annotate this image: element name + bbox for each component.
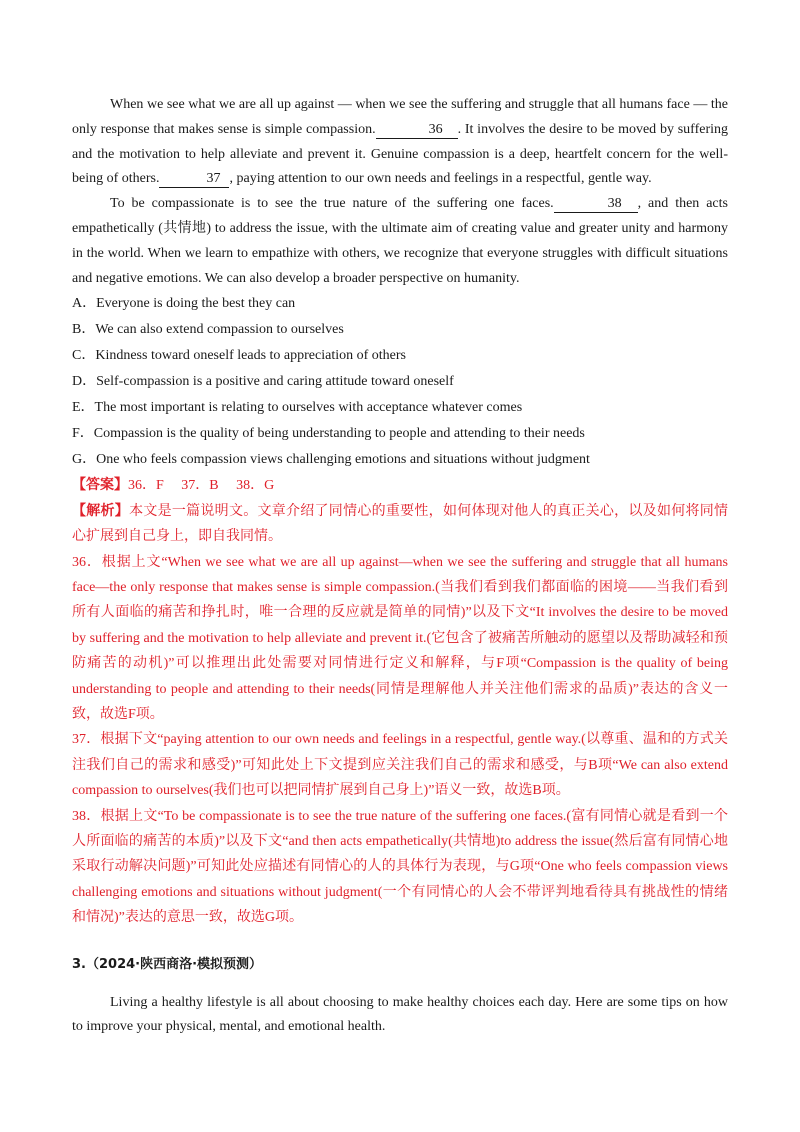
analysis-item-37: 37．根据下文“paying attention to our own needs and feelings in a respectful, gentle way.(以尊重、温和的方式关注我们自己的需求和感受)”可知此处上下文提到应关注我们自己的需求和感受，与B项“We can also extend compassion to ourselves(我们也可以把同情扩展到自己身上)”语义一致，故选B项。	[72, 732, 728, 799]
options-list	[72, 291, 728, 473]
option-b: B．We can also extend compassion to ourselves	[72, 322, 344, 338]
answer-line	[72, 473, 728, 498]
question-3-heading-text: 3.（2024·陕西商洛·模拟预测）	[72, 956, 263, 972]
answer-text: 36．F 37．B 38．G	[128, 478, 275, 494]
passage-paragraph-2	[72, 192, 728, 291]
question-3-passage: Living a healthy lifestyle is all about choosing to make healthy choices each day. Here are some tips on how to improve your physical, mental, and emotional health.	[72, 994, 728, 1035]
option-e: E．The most important is relating to ourselves with acceptance whatever comes	[72, 400, 523, 416]
passage-paragraph-1	[72, 93, 728, 192]
blank-38: 38	[554, 195, 638, 213]
question-3-heading	[72, 953, 728, 977]
blank-36: 36	[376, 121, 458, 139]
document-page	[72, 93, 728, 1040]
passage-text: When we see what we are all up against — when we see the suffering and struggle that all humans face — the only response that makes sense is simple compassion.	[72, 97, 728, 137]
option-d: D．Self-compassion is a positive and caring attitude toward oneself	[72, 374, 454, 390]
analysis-summary	[72, 499, 728, 550]
analysis-item-36: 36．根据上文“When we see what we are all up against—when we see the suffering and struggle that all humans face—the only response that makes sense is simple compassion.(当我们看到我们都面临的困境——当我们看到所有人面临的痛苦和挣扎时，唯一合理的反应就是简单的同情)”以及下文“It involves the desire to be moved by suffering and the motivation to help alleviate and prevent it.(它包含了被痛苦所触动的愿望以及帮助减轻和预防痛苦的动机)”可以推理出此处需要对同情进行定义和解释，与F项“Compassion is the quality of being understanding to people and attending to their needs(同情是理解他人并关注他们需求的品质)”表达的含义一致，故选F项。	[72, 554, 728, 723]
passage-text: , and then acts empathetically (共情地) to address the issue, with the ultimate aim of creating value and greater unity and harmony in the world. When we learn to empathize with others, we recognize that everyone struggles with difficult situations and negative emotions. We can also develop a broader perspective on humanity.	[72, 196, 728, 286]
blank-37: 37	[159, 170, 229, 188]
option-a: A．Everyone is doing the best they can	[72, 296, 296, 312]
answer-label: 【答案】	[72, 478, 128, 494]
option-g: G．One who feels compassion views challenging emotions and situations without judgment	[72, 452, 590, 468]
passage-text: . It involves the desire to be moved by suffering and the motivation to help alleviate and prevent it. Genuine compassion is a deep, heartfelt concern for the well-being of others.	[72, 121, 728, 187]
option-c: C．Kindness toward oneself leads to appreciation of others	[72, 348, 406, 364]
passage-text: To be compassionate is to see the true nature of the suffering one faces.	[110, 196, 554, 212]
analysis-label: 【解析】	[72, 503, 130, 519]
analysis-text: 本文是一篇说明文。文章介绍了同情心的重要性，如何体现对他人的真正关心，以及如何将同情心扩展到自己身上，即自我同情。	[72, 503, 729, 545]
analysis-item-38: 38．根据上文“To be compassionate is to see the true nature of the suffering one faces.(富有同情心就是看到一个人所面临的痛苦的本质)”以及下文“and then acts empathetically(共情地)to address the issue(然后富有同情心地采取行动解决问题)”可知此处应描述有同情心的人的具体行为表现，与G项“One who feels compassion views challenging emotions and situations without judgment(一个有同情心的人会不带评判地看待具有挑战性的情绪和情况)”表达的意思一致，故选G项。	[72, 808, 728, 926]
option-f: F．Compassion is the quality of being understanding to people and attending to their needs	[72, 426, 585, 442]
passage-text: , paying attention to our own needs and feelings in a respectful, gentle way.	[229, 171, 652, 187]
